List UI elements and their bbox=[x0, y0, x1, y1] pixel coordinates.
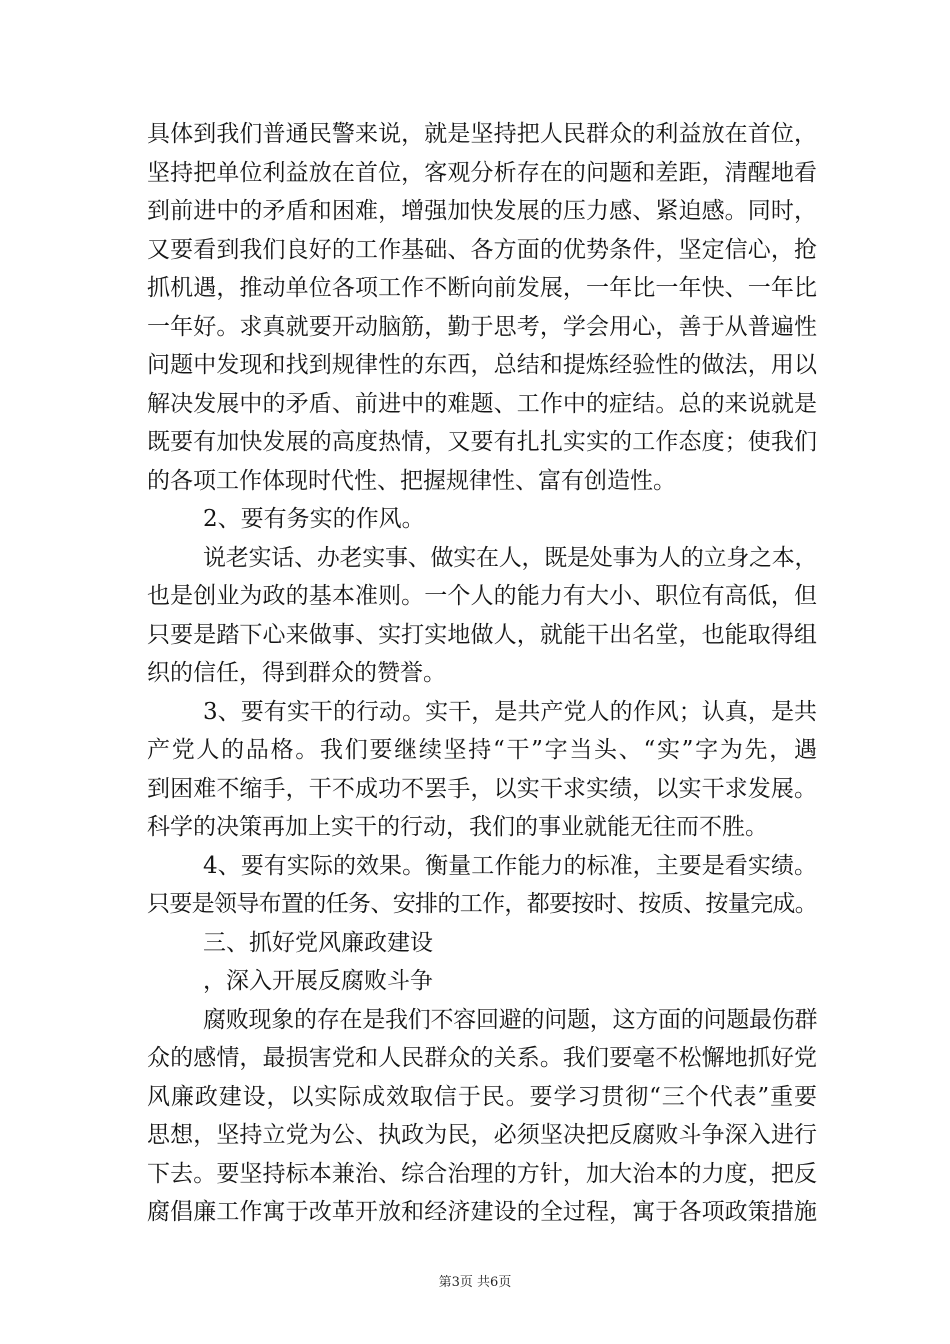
text-line: 也是创业为政的基本准则。一个人的能力有大小、职位有高低，但 bbox=[147, 583, 817, 609]
text-line: 到困难不缩手，干不成功不罢手，以实干求实绩，以实干求发展。 bbox=[147, 775, 817, 802]
text-line: 众的感情，最损害党和人民群众的关系。我们要毫不松懈地抓好党 bbox=[147, 1045, 817, 1071]
text-line: 只要是领导布置的任务、安排的工作，都要按时、按质、按量完成。 bbox=[147, 891, 817, 917]
text-line: 一年好。求真就要开动脑筋，勤于思考，学会用心，善于从普遍性 bbox=[147, 313, 817, 340]
page-number-footer: 第3页 共6页 bbox=[438, 1275, 512, 1290]
text-line: 到前进中的矛盾和困难，增强加快发展的压力感、紧迫感。同时， bbox=[147, 198, 817, 224]
text-line: 腐败现象的存在是我们不容回避的问题，这方面的问题最伤群 bbox=[203, 1006, 818, 1033]
text-line: 风廉政建设，以实际成效取信于民。要学习贯彻“三个代表”重要 bbox=[147, 1083, 817, 1110]
document-body bbox=[147, 115, 817, 1232]
text-line: 三、抓好党风廉政建设 bbox=[203, 929, 433, 956]
text-line: 说老实话、办老实事、做实在人，既是处事为人的立身之本， bbox=[203, 544, 818, 571]
text-line: 解决发展中的矛盾、前进中的难题、工作中的症结。总的来说就是 bbox=[147, 390, 817, 417]
text-line: 产党人的品格。我们要继续坚持“干”字当头、“实”字为先，遇 bbox=[147, 737, 817, 763]
text-line: 抓机遇，推动单位各项工作不断向前发展，一年比一年快、一年比 bbox=[147, 275, 817, 301]
text-line: 4、要有实际的效果。衡量工作能力的标准，主要是看实绩。 bbox=[203, 852, 817, 879]
text-line: 3、要有实干的行动。实干，是共产党人的作风；认真，是共 bbox=[203, 698, 817, 725]
text-line: 2、要有务实的作风。 bbox=[203, 506, 425, 532]
text-line: 又要看到我们良好的工作基础、各方面的优势条件，坚定信心，抢 bbox=[147, 236, 817, 263]
text-line: 具体到我们普通民警来说，就是坚持把人民群众的利益放在首位， bbox=[147, 121, 817, 147]
text-line: 科学的决策再加上实干的行动，我们的事业就能无往而不胜。 bbox=[147, 814, 768, 840]
text-line: 思想，坚持立党为公、执政为民，必须坚决把反腐败斗争深入进行 bbox=[147, 1122, 817, 1148]
text-line: 既要有加快发展的高度热情，又要有扎扎实实的工作态度；使我们 bbox=[147, 429, 817, 455]
text-line: 织的信任，得到群众的赞誉。 bbox=[147, 660, 446, 686]
text-line: 只要是踏下心来做事、实打实地做人，就能干出名堂，也能取得组 bbox=[147, 621, 817, 648]
text-line: 的各项工作体现时代性、把握规律性、富有创造性。 bbox=[147, 467, 676, 494]
text-line: ，深入开展反腐败斗争 bbox=[203, 968, 433, 994]
text-line: 坚持把单位利益放在首位，客观分析存在的问题和差距，清醒地看 bbox=[147, 159, 817, 186]
text-line: 下去。要坚持标本兼治、综合治理的方针，加大治本的力度，把反 bbox=[147, 1160, 817, 1187]
text-line: 腐倡廉工作寓于改革开放和经济建设的全过程，寓于各项政策措施 bbox=[147, 1199, 817, 1225]
text-line: 问题中发现和找到规律性的东西，总结和提炼经验性的做法，用以 bbox=[147, 352, 817, 378]
